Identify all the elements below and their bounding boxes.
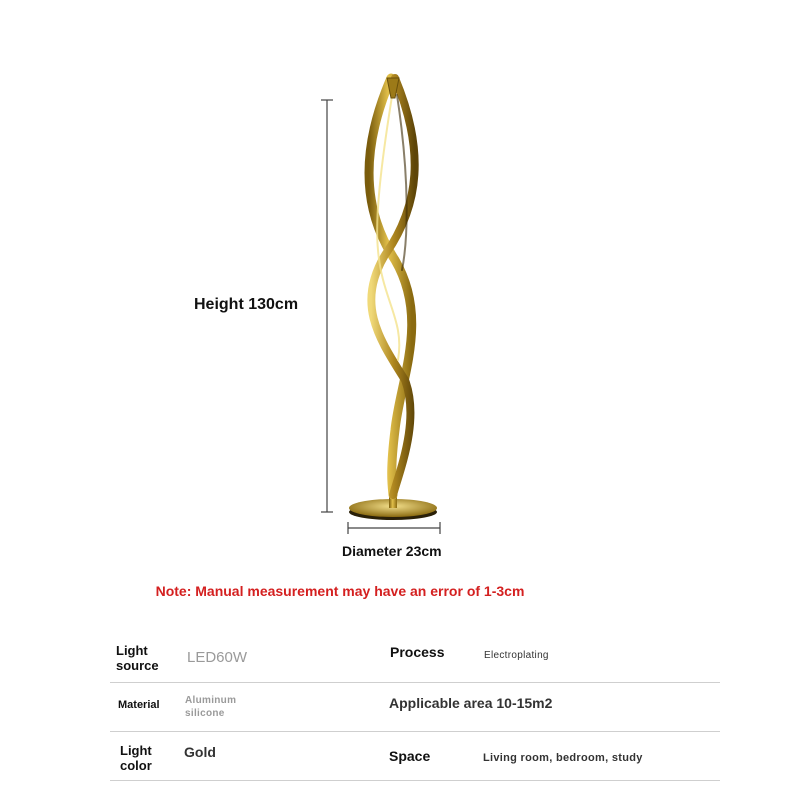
material-value: Aluminum silicone (185, 695, 237, 719)
space-label: Space (389, 748, 431, 764)
space-value: Living room, bedroom, study (483, 752, 643, 764)
diameter-label: Diameter 23cm (342, 543, 442, 559)
light-color-value: Gold (184, 744, 216, 760)
material-label: Material (118, 699, 160, 711)
height-label: Height 130cm (194, 296, 299, 313)
light-color-label: Light color (120, 743, 152, 773)
diameter-dimension-line (348, 522, 440, 534)
row-divider (110, 731, 720, 732)
height-dimension-line (321, 100, 333, 512)
light-source-label: Light source (116, 643, 159, 673)
row-divider (110, 780, 720, 781)
measurement-note: Note: Manual measurement may have an error of 1-3cm (155, 583, 525, 599)
process-label: Process (390, 644, 445, 660)
process-value: Electroplating (484, 650, 549, 661)
applicable-area-label: Applicable area 10-15m2 (389, 695, 553, 711)
row-divider (110, 682, 720, 683)
lamp-spiral-body (369, 78, 415, 495)
light-source-value: LED60W (187, 649, 248, 666)
